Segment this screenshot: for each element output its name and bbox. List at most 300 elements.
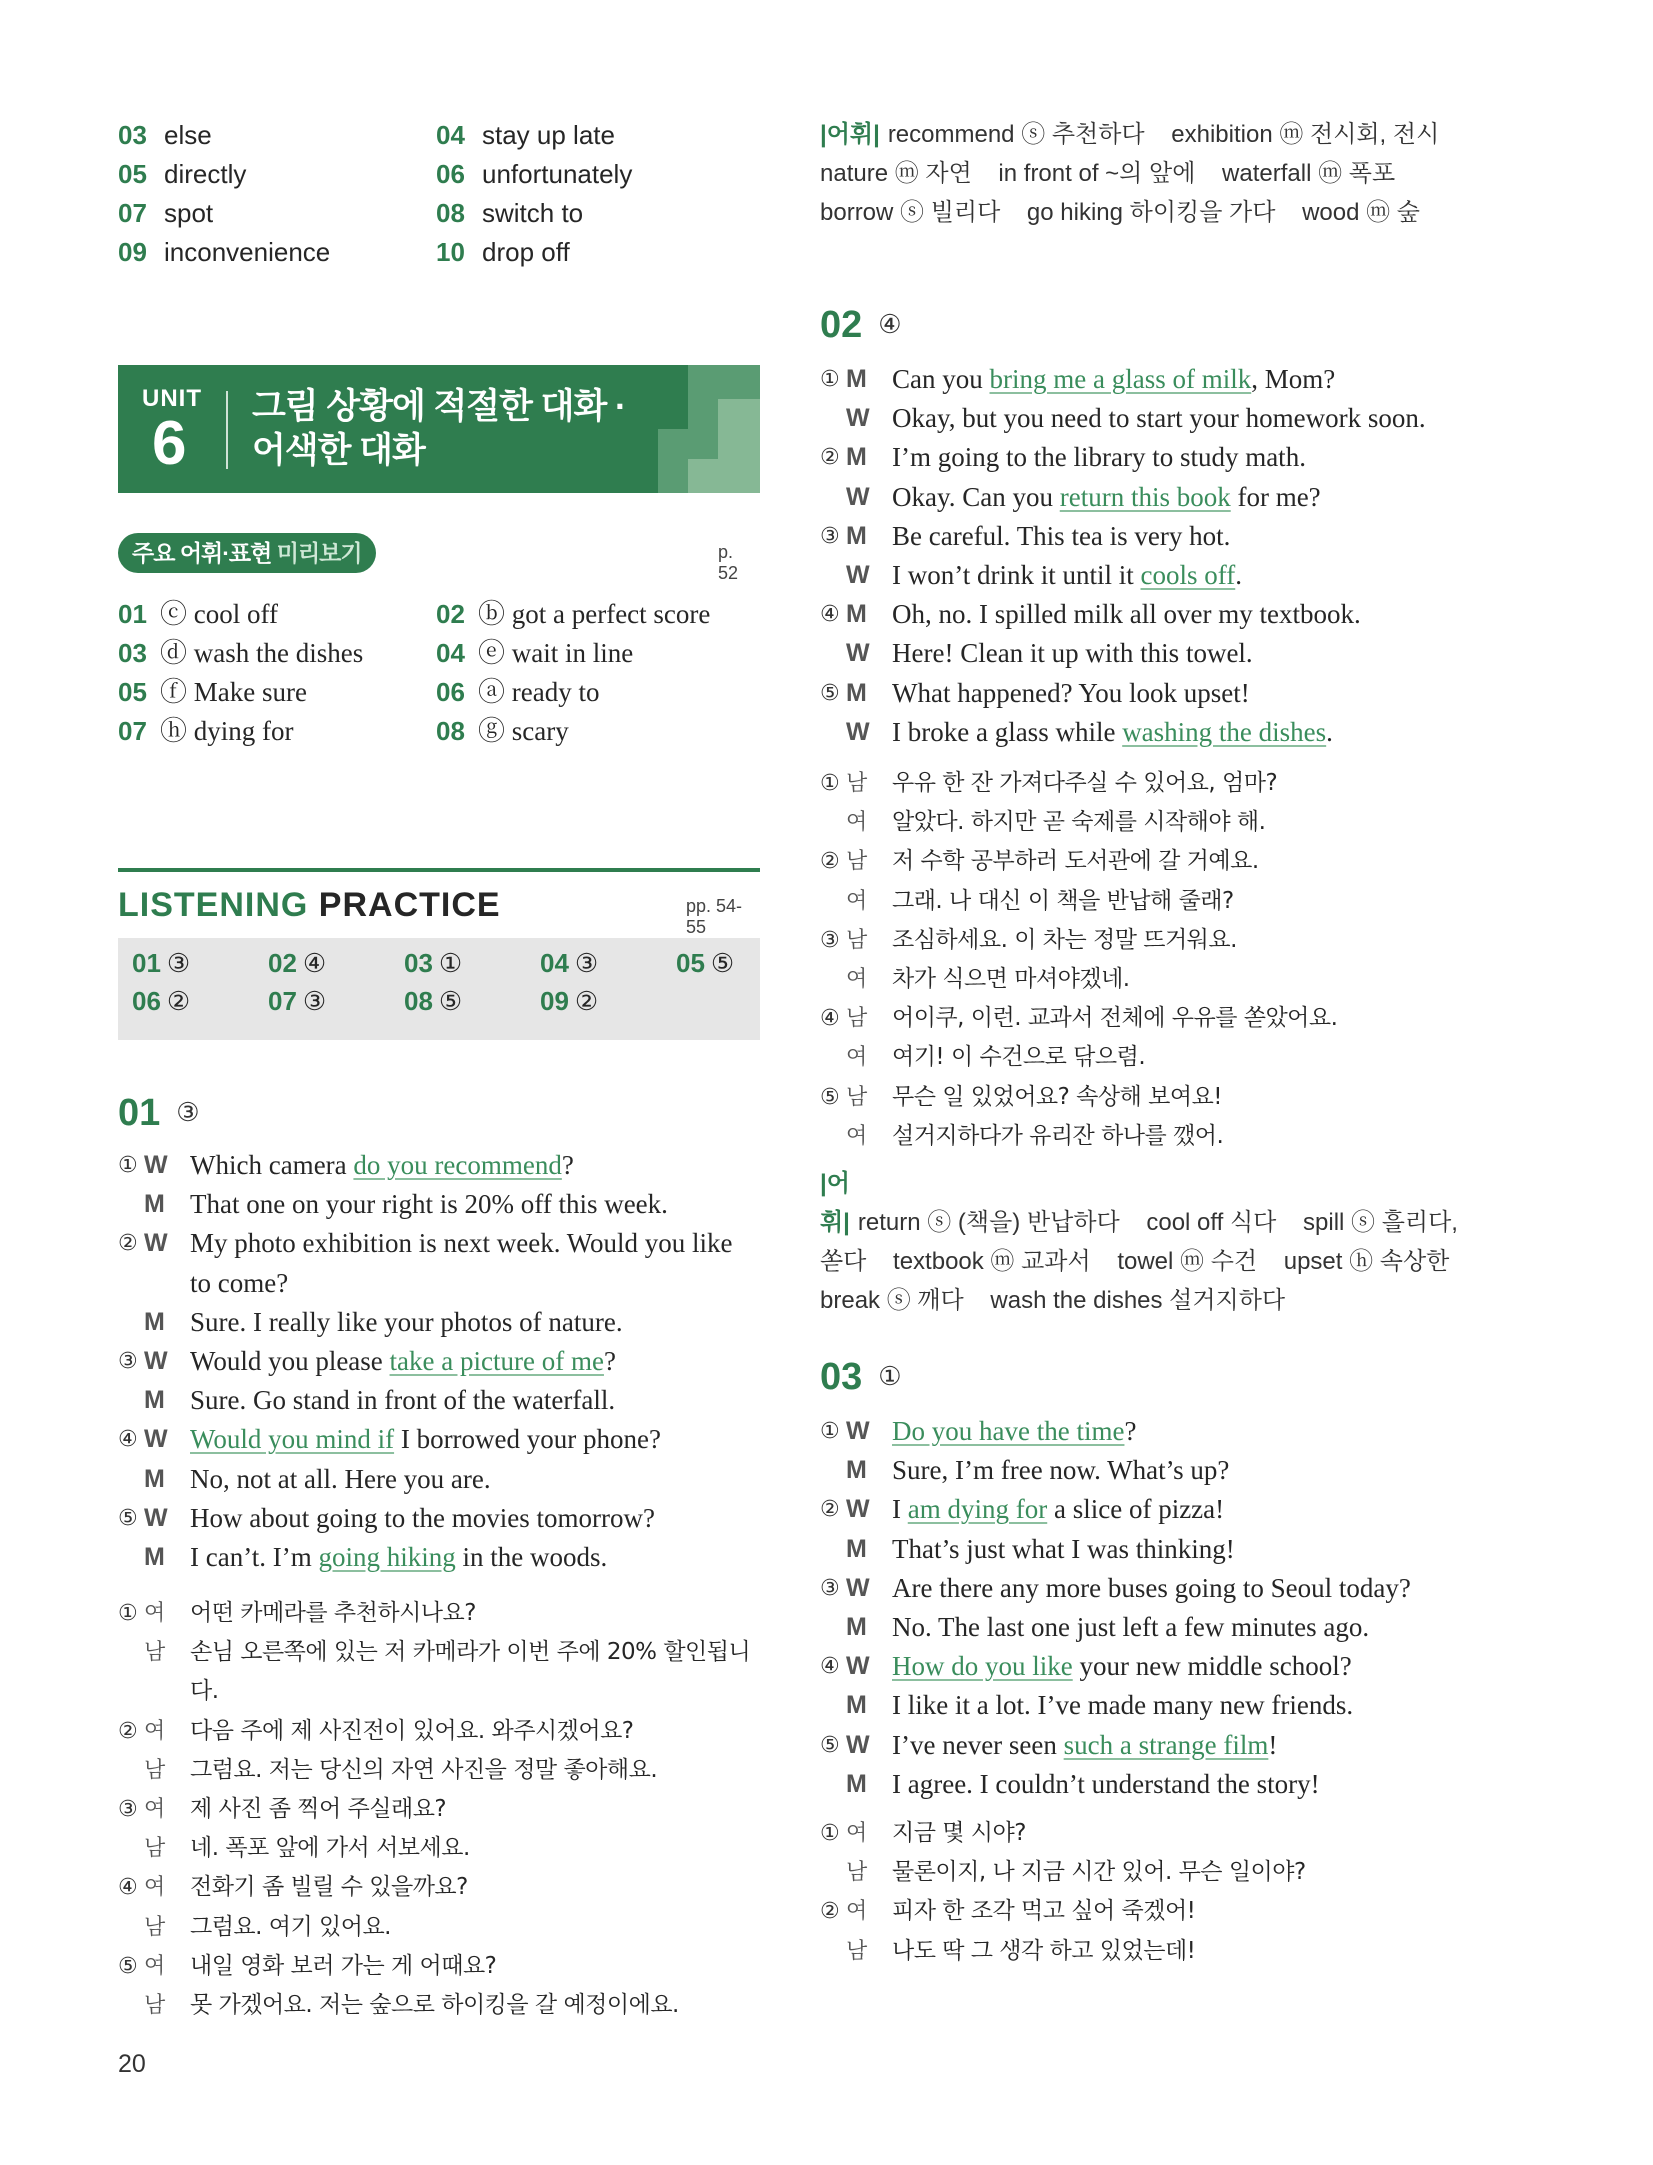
listening-answer-number: 04 — [540, 948, 569, 978]
listening-answer-number: 08 — [404, 986, 433, 1016]
translation-line — [820, 803, 1480, 842]
dialogue-text — [190, 1420, 778, 1459]
preview-item-text: ⓕ Make sure — [160, 677, 307, 707]
vocabulary-line — [820, 1281, 1470, 1320]
dialogue-key-expression: take a picture of me — [389, 1346, 604, 1377]
answer-text: stay up late — [482, 120, 615, 150]
dialogue-text-pre: Okay, but you need to start your homework soon. — [892, 403, 1426, 434]
dialogue-text — [892, 1490, 1480, 1529]
translation-line — [820, 1078, 1480, 1117]
speaker-label: W — [846, 717, 870, 746]
choice-index: ① — [820, 771, 840, 796]
speaker-label: W — [846, 482, 870, 511]
speaker-label: M — [846, 1456, 867, 1485]
speaker-label-ko: 여 — [846, 967, 868, 993]
answer-text: else — [164, 120, 212, 150]
choice-index: ② — [118, 1231, 138, 1257]
choice-index: ① — [820, 1419, 840, 1444]
translation-text: 설거지하다가 유리잔 하나를 깼어. — [892, 1122, 1224, 1149]
translation-text: 못 가겠어요. 저는 숲으로 하이킹을 갈 예정이에요. — [190, 1992, 679, 2019]
dialogue-text — [190, 1460, 778, 1499]
speaker-label-ko: 남 — [846, 1860, 868, 1886]
dialogue-text-pre: That one on your right is 20% off this week. — [190, 1189, 668, 1220]
answer-row — [118, 116, 758, 155]
translation-line — [118, 1594, 778, 1633]
dialogue-key-expression: do you recommend — [353, 1150, 562, 1180]
translation-text: 조심하세요. 이 차는 정말 뜨거워요. — [892, 926, 1237, 953]
answer-cell — [436, 155, 754, 194]
answer-number: 07 — [118, 198, 147, 228]
dialogue-text-pre: Sure. Go stand in front of the waterfall. — [190, 1385, 616, 1416]
preview-item-cell — [436, 712, 754, 751]
choice-index — [820, 634, 846, 673]
dialogue-line — [820, 478, 1480, 517]
translation-text: 차가 식으면 마셔야겠네. — [892, 966, 1130, 993]
dialogue-text — [190, 1224, 778, 1263]
preview-item-cell — [118, 673, 436, 712]
preview-item-row — [118, 634, 758, 673]
dialogue-text-post: your new middle school? — [1072, 1651, 1352, 1682]
q03-korean-dialogue — [820, 1814, 1480, 1971]
speaker-label-ko: 남 — [144, 1914, 166, 1940]
unit-divider — [226, 391, 228, 469]
choice-index — [820, 1530, 846, 1569]
speaker-label-ko: 여 — [144, 1875, 166, 1901]
translation-text: 제 사진 좀 찍어 주실래요? — [190, 1796, 447, 1823]
translation-text: 여기! 이 수건으로 닦으렴. — [892, 1044, 1146, 1071]
dialogue-line — [820, 1608, 1480, 1647]
answer-row — [118, 194, 758, 233]
preview-item-text: ⓒ cool off — [160, 599, 278, 629]
dialogue-line — [820, 634, 1480, 673]
unit-title — [252, 385, 626, 473]
choice-index — [118, 1264, 144, 1303]
q01-korean-dialogue — [118, 1594, 778, 2025]
answer-cell — [118, 233, 436, 272]
unit-number: 6 — [152, 409, 187, 478]
listening-answer-choice: ⑤ — [438, 987, 463, 1016]
choice-index — [820, 1038, 846, 1077]
vocabulary-text: recommend ⓢ 추천하다 exhibition ⓜ 전시회, 전시 — [887, 121, 1440, 148]
choice-index: ④ — [820, 602, 840, 628]
listening-answer-number: 05 — [676, 948, 705, 978]
choice-index — [820, 1117, 846, 1156]
speaker-label-ko: 남 — [846, 1006, 868, 1032]
choice-index — [118, 1986, 144, 2025]
choice-index: ① — [118, 1153, 138, 1178]
choice-index — [118, 1538, 144, 1577]
preview-item-cell — [118, 595, 436, 634]
dialogue-line — [118, 1303, 778, 1342]
choice-index — [820, 1451, 846, 1490]
choice-index — [820, 882, 846, 921]
preview-item-text: ⓖ scary — [478, 716, 569, 746]
choice-index: ① — [118, 1601, 138, 1626]
preview-item-number: 02 — [436, 599, 465, 629]
dialogue-key-expression: return this book — [1059, 481, 1231, 512]
dialogue-line — [820, 1686, 1480, 1725]
translation-line — [820, 1932, 1480, 1971]
listening-title-a: LISTENING — [118, 886, 309, 924]
q02-number: 02 — [820, 304, 863, 346]
q02-heading — [820, 304, 902, 347]
speaker-label-ko: 여 — [144, 1718, 166, 1744]
unit-title-line2: 어색한 대화 — [252, 431, 425, 470]
answer-cell — [118, 155, 436, 194]
choice-index — [820, 1853, 846, 1892]
answer-text: directly — [164, 159, 247, 189]
speaker-label-ko: 남 — [144, 1757, 166, 1783]
preview-item-text: ⓔ wait in line — [478, 638, 634, 668]
choice-index: ⑤ — [118, 1505, 138, 1531]
dialogue-key-expression: How do you like — [892, 1651, 1073, 1682]
dialogue-text-pre: I agree. I couldn’t understand the story! — [892, 1768, 1320, 1799]
speaker-label-ko: 여 — [846, 1899, 868, 1925]
speaker-label-ko: 여 — [846, 888, 868, 914]
choice-index: ② — [820, 1497, 840, 1523]
choice-index: ① — [820, 367, 840, 392]
dialogue-text-post: ! — [1268, 1729, 1278, 1760]
dialogue-text — [190, 1381, 778, 1420]
dialogue-text-post: ? — [1124, 1416, 1137, 1446]
unit-title-line1: 그림 상황에 적절한 대화 · — [252, 387, 626, 426]
dialogue-text — [190, 1342, 778, 1381]
dialogue-text-pre: Which camera — [190, 1150, 354, 1180]
speaker-label-ko: 여 — [144, 1601, 166, 1626]
dialogue-text — [892, 634, 1480, 673]
vocabulary-line — [820, 154, 1470, 193]
translation-text: 내일 영화 보러 가는 게 어때요? — [190, 1952, 497, 1979]
dialogue-text — [892, 1412, 1480, 1451]
speaker-label: M — [846, 1534, 867, 1563]
dialogue-text-pre: Can you — [892, 364, 990, 394]
choice-index — [118, 1460, 144, 1499]
dialogue-line — [118, 1499, 778, 1538]
preview-item-row — [118, 595, 758, 634]
answer-row — [118, 155, 758, 194]
dialogue-line — [820, 360, 1480, 399]
choice-index: ① — [820, 1821, 840, 1846]
dialogue-line — [820, 1726, 1480, 1765]
translation-text: 그럼요. 저는 당신의 자연 사진을 정말 좋아해요. — [190, 1756, 658, 1783]
listening-answer-number: 03 — [404, 948, 433, 978]
translation-text: 물론이지, 나 지금 시간 있어. 무슨 일이야? — [892, 1859, 1306, 1886]
dialogue-key-expression: going hiking — [318, 1542, 456, 1573]
answer-number: 09 — [118, 237, 147, 267]
vocabulary-line — [820, 1242, 1470, 1281]
vocabulary-line — [820, 193, 1470, 232]
translation-line — [118, 1947, 778, 1986]
listening-answer — [540, 986, 598, 1017]
dialogue-text — [190, 1499, 778, 1538]
dialogue-text — [892, 674, 1480, 713]
dialogue-line — [118, 1342, 778, 1381]
vocabulary-text: borrow ⓢ 빌리다 go hiking 하이킹을 가다 wood ⓜ 숲 — [820, 199, 1420, 226]
dialogue-text-post: in the woods. — [455, 1542, 608, 1573]
choice-index — [118, 1829, 144, 1868]
preview-item-text: ⓗ dying for — [160, 716, 294, 746]
speaker-label: M — [846, 443, 867, 472]
answer-text: switch to — [482, 198, 584, 228]
speaker-label: W — [846, 1495, 870, 1524]
preview-item-row — [118, 712, 758, 751]
speaker-label: M — [846, 1613, 867, 1642]
dialogue-text — [892, 478, 1480, 517]
listening-answer-choice: ② — [166, 987, 191, 1016]
speaker-label: W — [144, 1425, 168, 1454]
speaker-label: M — [846, 600, 867, 629]
listening-answer — [268, 948, 326, 979]
choice-index: ④ — [820, 1006, 840, 1032]
dialogue-text — [892, 556, 1480, 595]
preview-item-cell — [436, 634, 754, 673]
dialogue-line — [820, 674, 1480, 713]
dialogue-text-pre: My photo exhibition is next week. Would you like — [190, 1228, 733, 1259]
choice-index — [820, 803, 846, 842]
dialogue-text-post: . — [1235, 560, 1242, 591]
listening-answer-choice: ⑤ — [710, 949, 735, 978]
q02-english-dialogue — [820, 360, 1480, 752]
translation-line — [820, 1117, 1480, 1156]
dialogue-line — [118, 1538, 778, 1577]
speaker-label: W — [846, 1730, 870, 1759]
dialogue-line — [118, 1224, 778, 1263]
answer-cell — [436, 233, 754, 272]
listening-answer-choice: ② — [574, 987, 599, 1016]
choice-index — [118, 1751, 144, 1790]
dialogue-text-pre: Okay. Can you — [892, 481, 1060, 512]
speaker-label-ko: 여 — [144, 1797, 166, 1823]
preview-item-number: 01 — [118, 599, 147, 629]
choice-index: ⑤ — [820, 1732, 840, 1758]
q03-english-dialogue — [820, 1412, 1480, 1804]
vocabulary-label: |어휘| — [820, 121, 880, 148]
q01-answer: ③ — [176, 1097, 200, 1127]
dialogue-line — [820, 595, 1480, 634]
preview-label-b: 미리보기 — [276, 540, 362, 566]
listening-answer-choice: ③ — [302, 987, 327, 1016]
speaker-label: W — [144, 1347, 168, 1376]
q01-number: 01 — [118, 1092, 161, 1134]
listening-answer-box — [118, 938, 760, 1040]
answer-number: 08 — [436, 198, 465, 228]
q01-heading — [118, 1092, 200, 1135]
speaker-label-ko: 여 — [144, 1953, 166, 1979]
translation-line — [118, 1712, 778, 1751]
dialogue-key-expression: washing the dishes — [1122, 716, 1327, 747]
speaker-label-ko: 남 — [846, 849, 868, 875]
choice-index — [118, 1185, 144, 1224]
translation-text: 어이쿠, 이런. 교과서 전체에 우유를 쏟았어요. — [892, 1005, 1338, 1032]
listening-answer — [676, 948, 734, 979]
choice-index — [820, 556, 846, 595]
dialogue-key-expression: Would you mind if — [190, 1424, 395, 1455]
vocabulary-text: 쏟다 textbook ⓜ 교과서 towel ⓜ 수건 upset ⓗ 속상한 — [820, 1248, 1450, 1275]
translation-text: 알았다. 하지만 곧 숙제를 시작해야 해. — [892, 809, 1266, 836]
dialogue-text-pre: Oh, no. I spilled milk all over my textbook. — [892, 599, 1361, 630]
translation-line — [118, 1790, 778, 1829]
dialogue-text-pre: I broke a glass while — [892, 716, 1123, 747]
listening-answer-number: 07 — [268, 986, 297, 1016]
preview-grid — [118, 595, 758, 751]
translation-line — [118, 1986, 778, 2025]
choice-index — [118, 1303, 144, 1342]
translation-text: 지금 몇 시야? — [892, 1820, 1026, 1846]
translation-line — [820, 1853, 1480, 1892]
page-number: 20 — [118, 2050, 146, 2078]
translation-line — [820, 1038, 1480, 1077]
choice-index — [820, 1765, 846, 1804]
dialogue-text — [892, 595, 1480, 634]
dialogue-line — [118, 1146, 778, 1185]
speaker-label-ko: 여 — [846, 810, 868, 836]
dialogue-text — [892, 1726, 1480, 1765]
choice-index — [118, 1381, 144, 1420]
dialogue-text — [892, 517, 1480, 556]
translation-text: 전화기 좀 빌릴 수 있을까요? — [190, 1874, 468, 1901]
dialogue-text-pre: What happened? You look upset! — [892, 677, 1250, 708]
dialogue-text-post: ? — [603, 1346, 616, 1377]
dialogue-text — [190, 1538, 778, 1577]
dialogue-text — [892, 1647, 1480, 1686]
q03-number: 03 — [820, 1356, 863, 1398]
speaker-label: M — [846, 1769, 867, 1798]
unit-label: UNIT — [142, 385, 202, 412]
vocabulary-text: nature ⓜ 자연 in front of ~의 앞에 waterfall ⓜ 폭포 — [820, 160, 1396, 187]
dialogue-line — [820, 1530, 1480, 1569]
dialogue-text — [892, 713, 1480, 752]
speaker-label-ko: 여 — [846, 1821, 868, 1846]
dialogue-line — [820, 1451, 1480, 1490]
dialogue-text-post: , Mom? — [1251, 364, 1336, 394]
speaker-label: W — [846, 561, 870, 590]
choice-index — [118, 1908, 144, 1947]
dialogue-text — [892, 1765, 1480, 1804]
translation-text: 우유 한 잔 가져다주실 수 있어요, 엄마? — [892, 770, 1278, 796]
preview-item-cell — [118, 712, 436, 751]
speaker-label: M — [144, 1307, 165, 1336]
vocabulary-line — [820, 1164, 1470, 1242]
choice-index — [820, 478, 846, 517]
dialogue-text-pre: No. The last one just left a few minutes ago. — [892, 1612, 1370, 1643]
speaker-label: W — [144, 1151, 168, 1179]
speaker-label-ko: 남 — [846, 1084, 868, 1110]
speaker-label: M — [846, 521, 867, 550]
dialogue-line — [820, 1647, 1480, 1686]
dialogue-key-expression: Do you have the time — [892, 1416, 1125, 1446]
answer-cell — [436, 116, 754, 155]
choice-index: ④ — [118, 1427, 138, 1453]
preview-item-cell — [436, 595, 754, 634]
choice-index — [118, 1633, 144, 1711]
dialogue-key-expression: cools off — [1140, 560, 1236, 591]
listening-answer — [404, 986, 462, 1017]
vocabulary-text: return ⓢ (책을) 반납하다 cool off 식다 spill ⓢ 흘리다, — [857, 1209, 1458, 1236]
choice-index — [820, 713, 846, 752]
translation-line — [820, 764, 1480, 803]
q01-vocabulary — [820, 115, 1470, 232]
preview-item-text: ⓑ got a perfect score — [478, 599, 711, 629]
translation-line — [118, 1868, 778, 1907]
dialogue-text — [190, 1303, 778, 1342]
dialogue-text — [892, 1451, 1480, 1490]
dialogue-line — [820, 1569, 1480, 1608]
q01-english-dialogue — [118, 1146, 778, 1577]
answer-number: 06 — [436, 159, 465, 189]
listening-answer-number: 09 — [540, 986, 569, 1016]
dialogue-text-pre: to come? — [190, 1267, 289, 1298]
answer-text: spot — [164, 198, 214, 228]
vocabulary-line — [820, 115, 1470, 154]
q02-vocabulary — [820, 1164, 1470, 1320]
dialogue-line — [118, 1420, 778, 1459]
dialogue-line — [820, 556, 1480, 595]
dialogue-line — [118, 1185, 778, 1224]
translation-line — [820, 1892, 1480, 1931]
speaker-label: M — [144, 1386, 165, 1415]
dialogue-key-expression: such a strange film — [1063, 1729, 1269, 1760]
answer-text: unfortunately — [482, 159, 633, 189]
preview-item-text: ⓓ wash the dishes — [160, 638, 364, 668]
answer-cell — [118, 194, 436, 233]
answer-text: drop off — [482, 237, 570, 267]
speaker-label: W — [846, 1573, 870, 1602]
dialogue-text — [892, 1608, 1480, 1647]
speaker-label — [144, 1264, 190, 1303]
speaker-label-ko: 남 — [144, 1993, 166, 2019]
preview-item-text: ⓐ ready to — [478, 677, 600, 707]
q02-korean-dialogue — [820, 764, 1480, 1156]
speaker-label: M — [846, 1691, 867, 1720]
speaker-label: W — [846, 404, 870, 433]
dialogue-text-pre: Sure. I really like your photos of nature. — [190, 1306, 623, 1337]
choice-index: ④ — [820, 1654, 840, 1680]
speaker-label: M — [144, 1190, 165, 1219]
speaker-label: M — [846, 365, 867, 393]
dialogue-text-pre: Be careful. This tea is very hot. — [892, 520, 1231, 551]
choice-index: ③ — [820, 1575, 840, 1601]
dialogue-text-pre: Would you please — [190, 1346, 390, 1377]
answer-text: inconvenience — [164, 237, 331, 267]
choice-index: ④ — [118, 1875, 138, 1901]
dialogue-text-post: for me? — [1230, 481, 1321, 512]
choice-index — [820, 1686, 846, 1725]
speaker-label-ko: 남 — [144, 1836, 166, 1862]
listening-header — [118, 868, 760, 938]
choice-index — [820, 1608, 846, 1647]
translation-line — [118, 1751, 778, 1790]
dialogue-line — [118, 1381, 778, 1420]
choice-index: ⑤ — [820, 1084, 840, 1110]
dialogue-text — [892, 360, 1480, 399]
listening-answer — [540, 948, 598, 979]
dialogue-line — [118, 1264, 778, 1303]
dialogue-text-post: a slice of pizza! — [1047, 1494, 1225, 1525]
translation-line — [820, 921, 1480, 960]
choice-index: ③ — [820, 523, 840, 549]
dialogue-text-pre: Are there any more buses going to Seoul today? — [892, 1572, 1411, 1603]
listening-answer-number: 01 — [132, 948, 161, 978]
dialogue-text-post: I borrowed your phone? — [394, 1424, 661, 1455]
speaker-label: W — [846, 1417, 870, 1445]
dialogue-text-pre: That’s just what I was thinking! — [892, 1533, 1235, 1564]
translation-text: 무슨 일 있었어요? 속상해 보여요! — [892, 1083, 1223, 1110]
translation-text: 손님 오른쪽에 있는 저 카메라가 이번 주에 20% 할인됩니다. — [190, 1639, 751, 1705]
listening-answer — [404, 948, 462, 979]
preview-item-number: 05 — [118, 677, 147, 707]
dialogue-text-pre: Here! Clean it up with this towel. — [892, 638, 1253, 669]
preview-label-a: 주요 어휘·표현 — [132, 540, 272, 566]
